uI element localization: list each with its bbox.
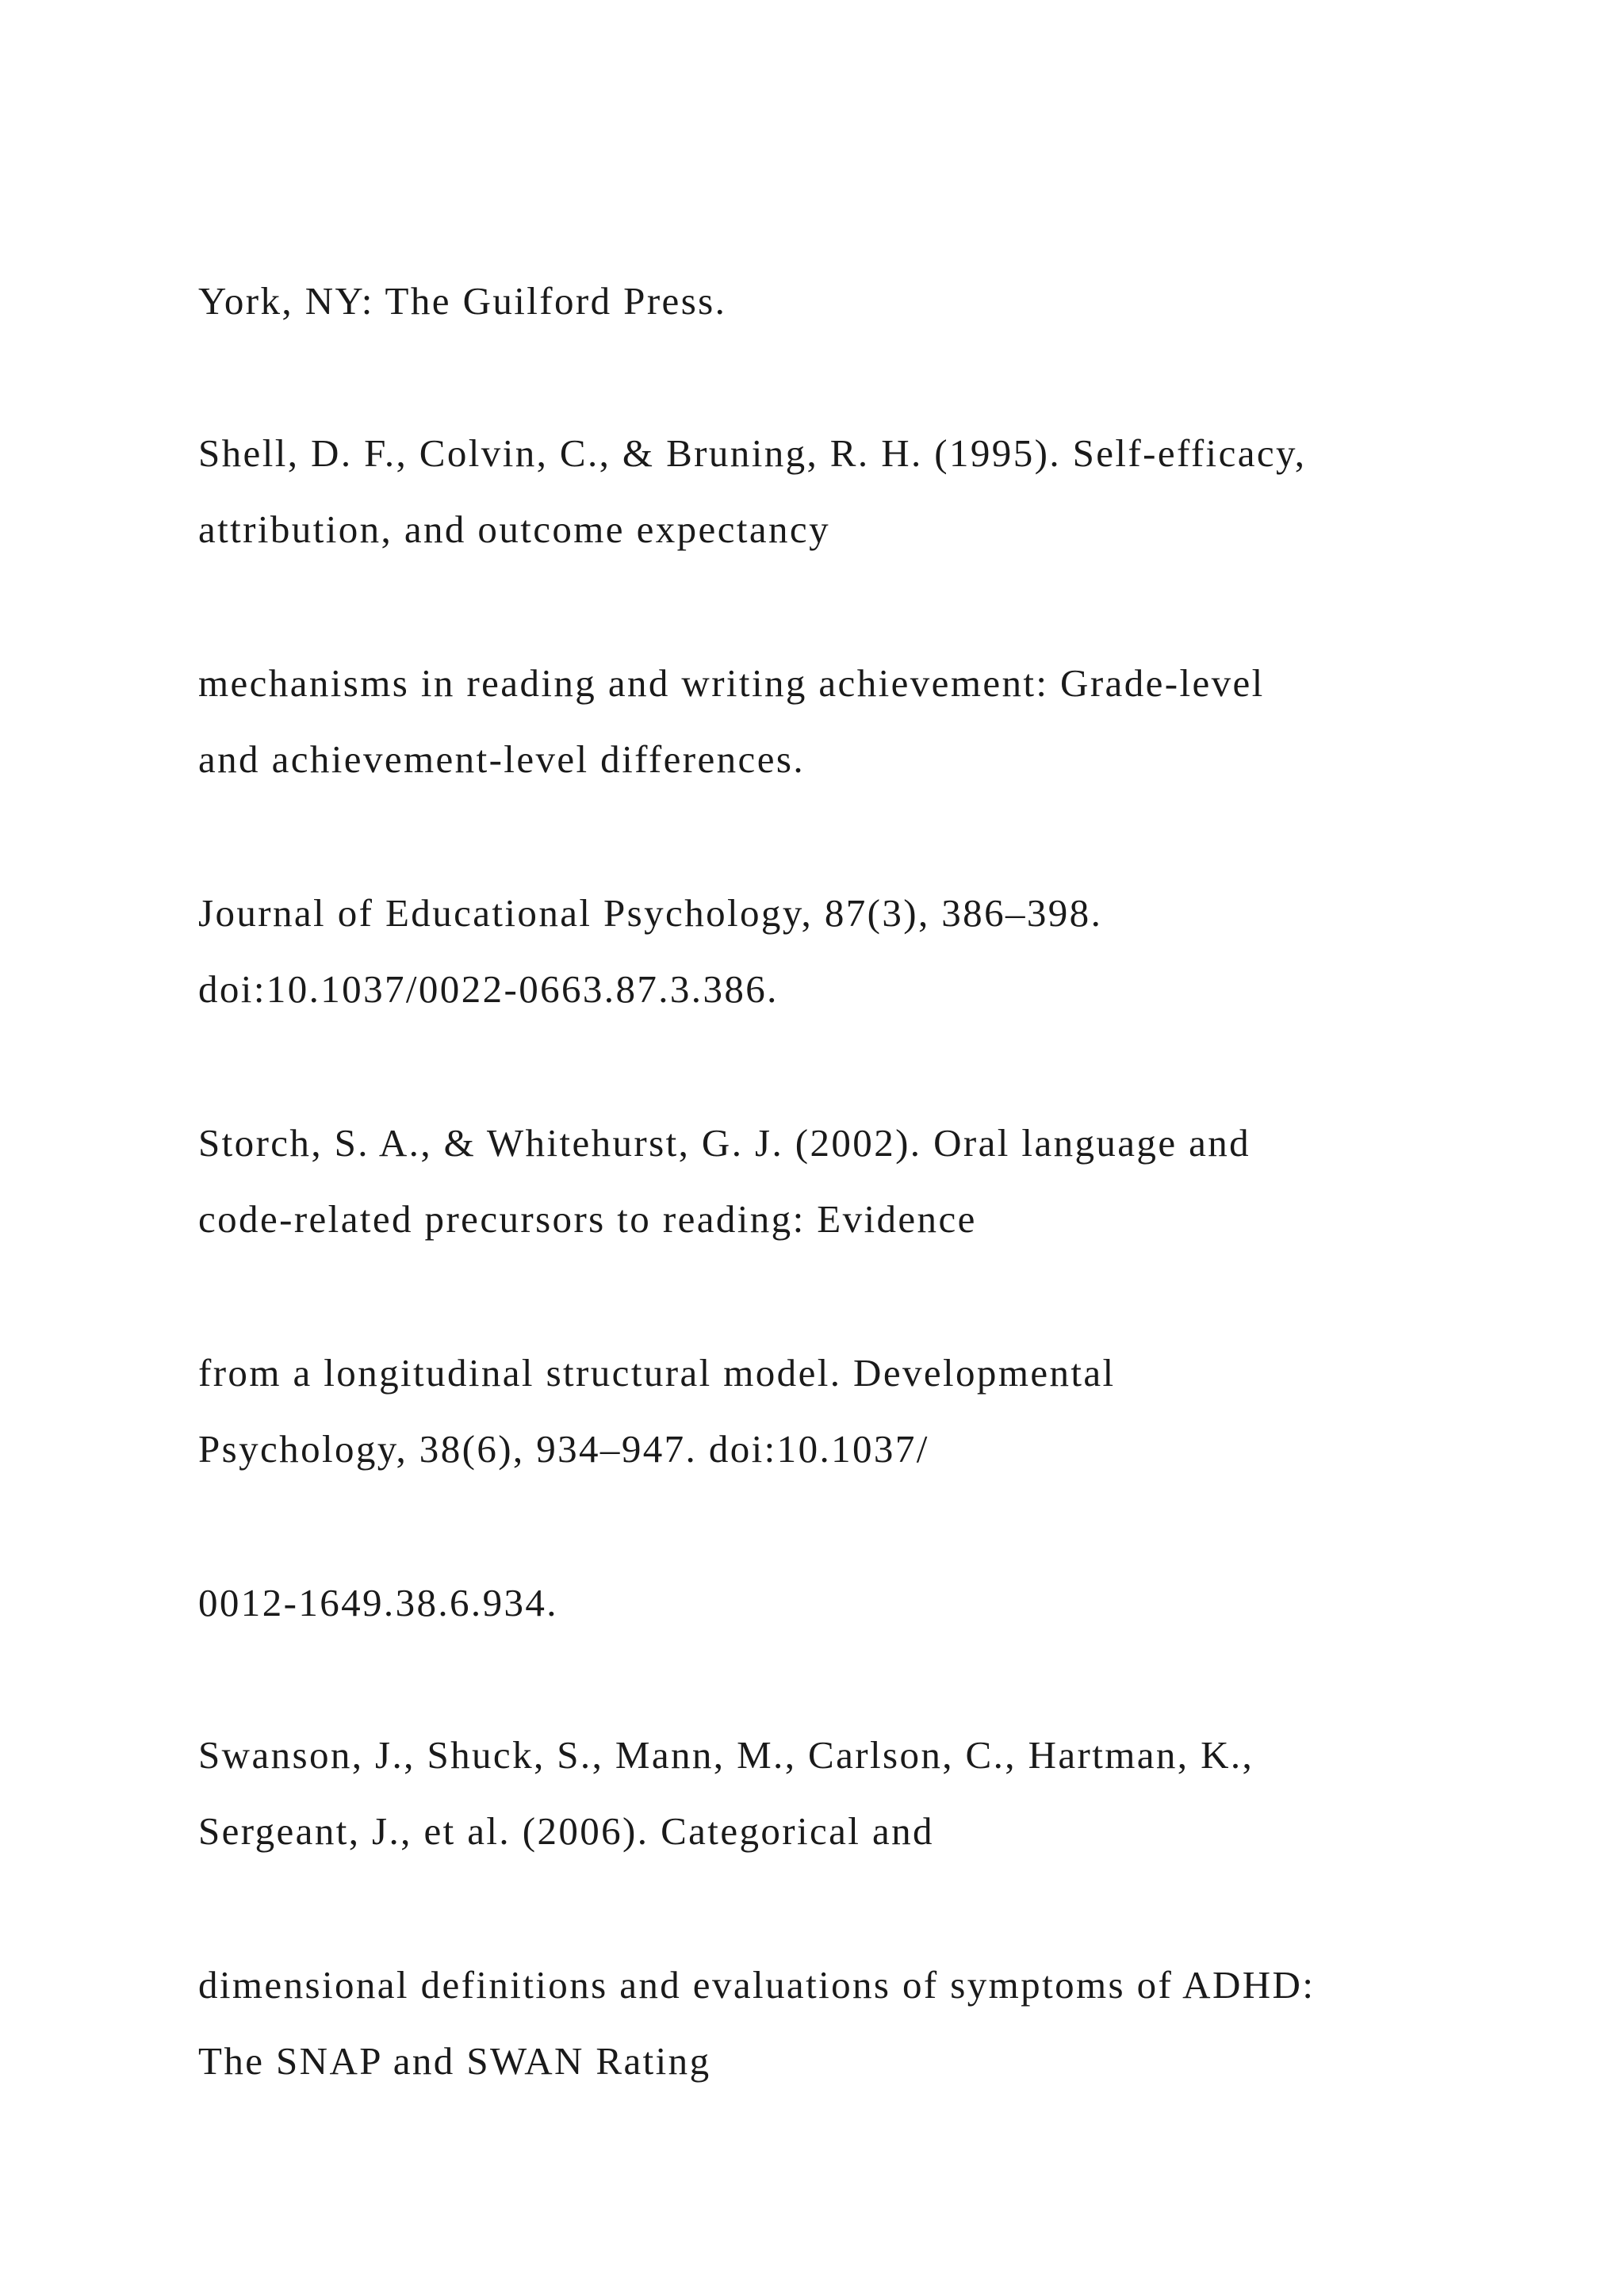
reference-continuation-line: York, NY: The Guilford Press. — [198, 279, 727, 323]
reference-shell-line: Journal of Educational Psychology, 87(3), 386–398. — [198, 891, 1103, 935]
reference-swanson-line: Swanson, J., Shuck, S., Mann, M., Carlson, C., Hartman, K., — [198, 1733, 1254, 1777]
reference-shell-line: doi:10.1037/0022-0663.87.3.386. — [198, 967, 779, 1011]
reference-shell-line: Shell, D. F., Colvin, C., & Bruning, R. H. (1995). Self-efficacy, — [198, 431, 1307, 475]
reference-storch-line: 0012-1649.38.6.934. — [198, 1581, 558, 1624]
reference-storch-line: Psychology, 38(6), 934–947. doi:10.1037/ — [198, 1427, 929, 1471]
reference-swanson-line: Sergeant, J., et al. (2006). Categorical and — [198, 1809, 934, 1853]
reference-storch-line: from a longitudinal structural model. Developmental — [198, 1351, 1116, 1395]
reference-swanson-line: The SNAP and SWAN Rating — [198, 2039, 711, 2083]
reference-swanson-line: dimensional definitions and evaluations of symptoms of ADHD: — [198, 1963, 1316, 2007]
reference-shell-line: attribution, and outcome expectancy — [198, 507, 830, 551]
reference-storch-line: code-related precursors to reading: Evidence — [198, 1197, 977, 1241]
reference-shell-line: and achievement-level differences. — [198, 737, 805, 781]
reference-storch-line: Storch, S. A., & Whitehurst, G. J. (2002). Oral language and — [198, 1121, 1251, 1165]
reference-shell-line: mechanisms in reading and writing achievement: Grade-level — [198, 661, 1265, 705]
